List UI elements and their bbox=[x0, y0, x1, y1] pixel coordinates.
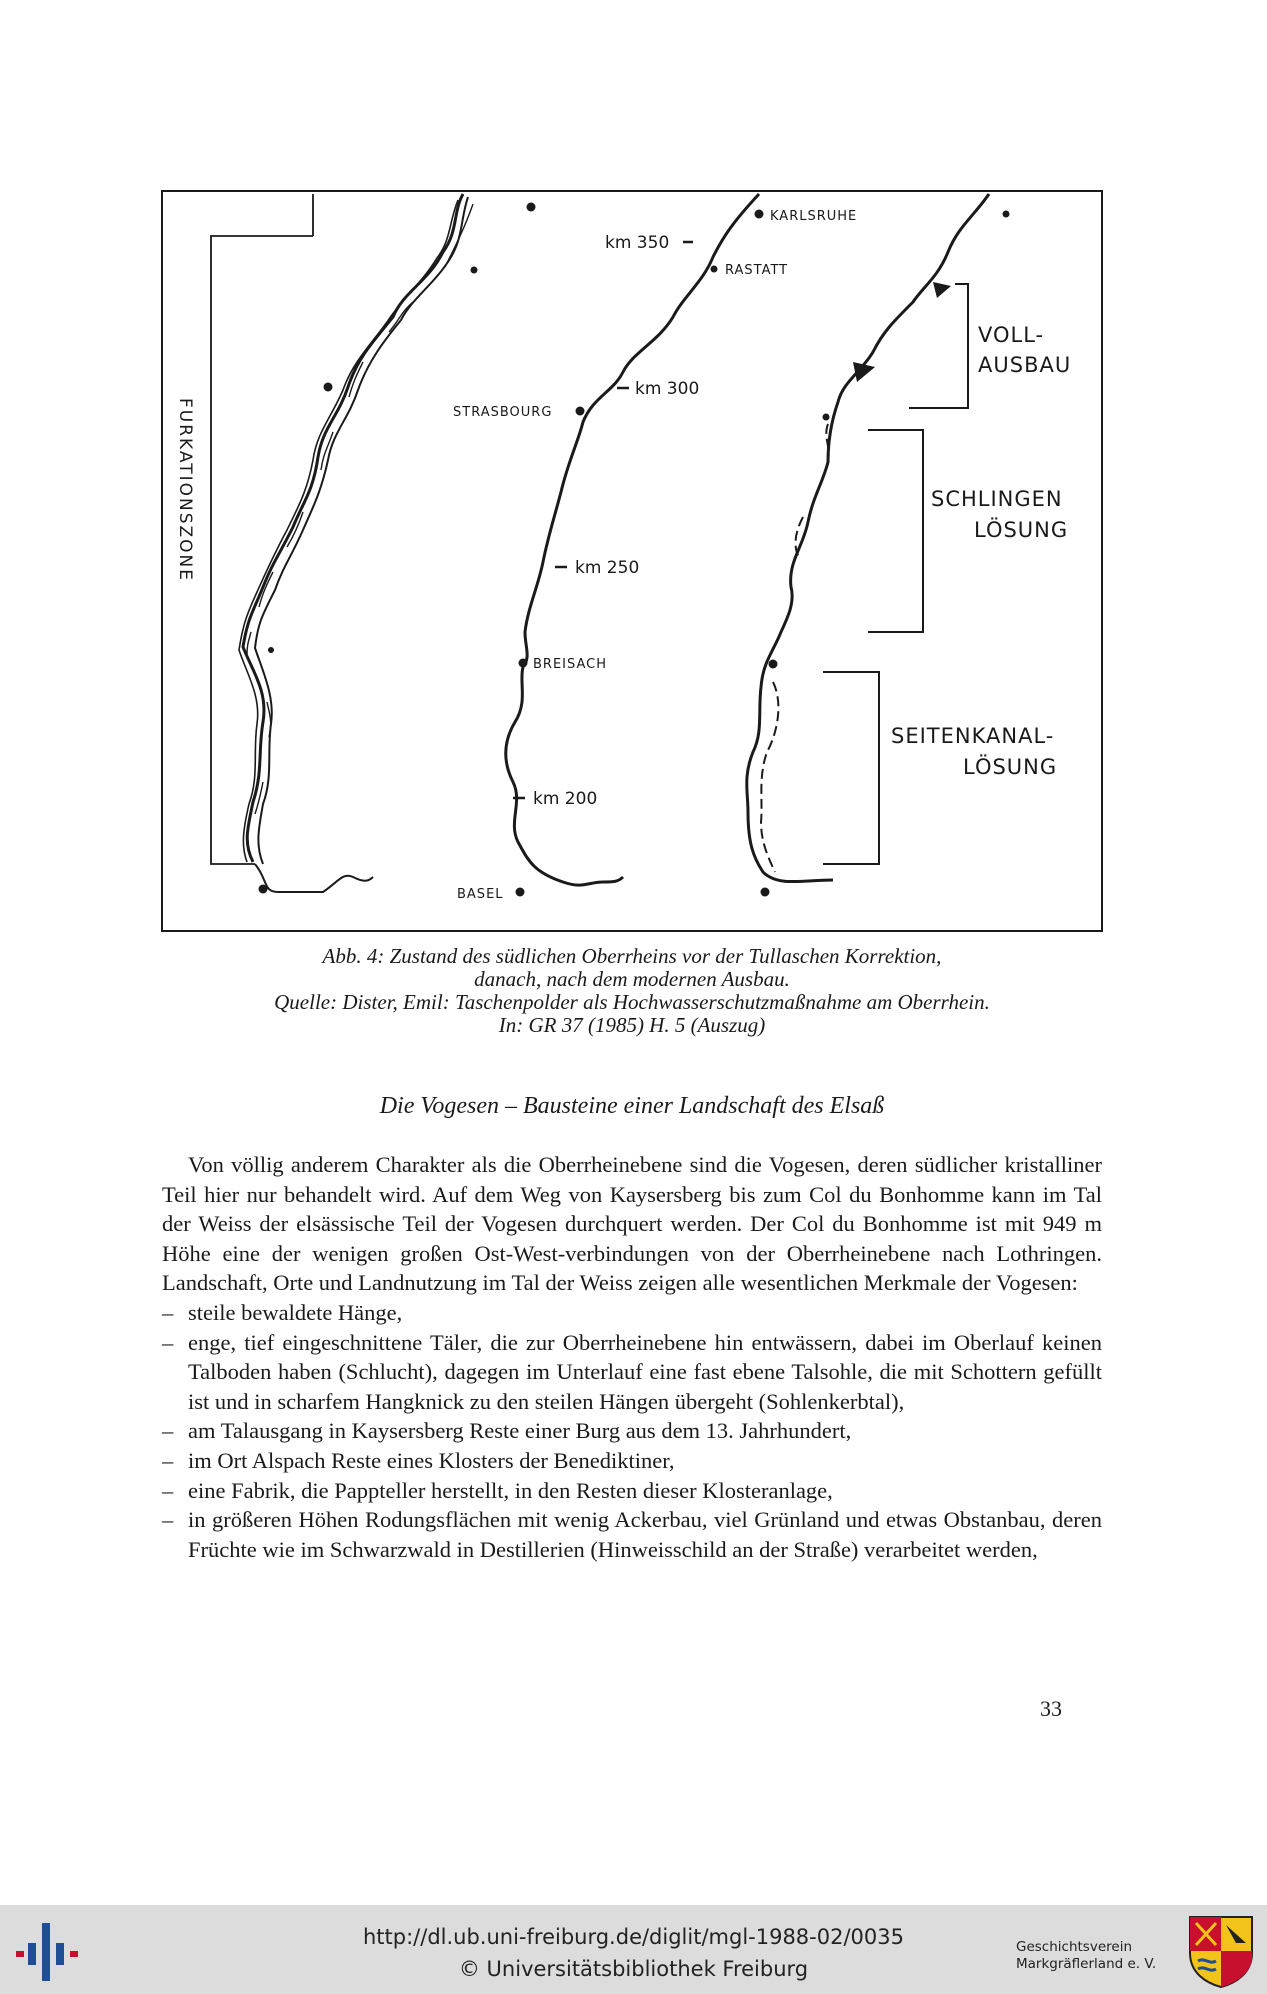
list-item-text: enge, tief eingeschnittene Täler, die zur Oberrheinebene hin entwässern, dabei im Oberlauf keinen Talboden haben (Schlucht), dagegen im Unterlauf eine fast ebene Talsohle, die mit Schottern gefüllt ist und in scharfem Hangknick zu den steilen Hängen übergeht (Sohlenkerbtal), bbox=[188, 1329, 1102, 1414]
society-line: Markgräflerland e. V. bbox=[1016, 1956, 1157, 1972]
list-item bbox=[162, 1328, 1102, 1417]
basel-label: BASEL bbox=[457, 887, 504, 902]
braided-river-original bbox=[239, 194, 473, 892]
vollausbau-label-2: AUSBAU bbox=[978, 353, 1072, 377]
list-item bbox=[162, 1446, 1102, 1476]
list-dash: – bbox=[162, 1447, 174, 1473]
feature-list bbox=[162, 1298, 1102, 1564]
society-name bbox=[1016, 1939, 1176, 1973]
modern-river bbox=[747, 194, 989, 882]
schlingen-label-2: LÖSUNG bbox=[974, 518, 1069, 542]
rastatt-label: RASTATT bbox=[725, 263, 789, 278]
list-item bbox=[162, 1416, 1102, 1446]
list-item bbox=[162, 1505, 1102, 1564]
list-item-text: am Talausgang in Kaysersberg Reste einer Burg aus dem 13. Jahrhundert, bbox=[188, 1418, 852, 1444]
list-dash: – bbox=[162, 1477, 174, 1503]
breisach-label: BREISACH bbox=[533, 657, 608, 672]
body-text bbox=[162, 1150, 1102, 1564]
society-line: Geschichtsverein bbox=[1016, 1939, 1132, 1955]
list-dash: – bbox=[162, 1418, 174, 1444]
furkationszone-label: FURKATIONSZONE bbox=[175, 398, 195, 582]
vollausbau-label-1: VOLL- bbox=[978, 323, 1045, 347]
list-item-text: im Ort Alspach Reste eines Klosters der Benediktiner, bbox=[188, 1447, 675, 1473]
caption-line: Abb. 4: Zustand des südlichen Oberrheins vor der Tullaschen Korrektion, bbox=[322, 944, 942, 968]
list-item-text: steile bewaldete Hänge, bbox=[188, 1299, 403, 1325]
karlsruhe-label: KARLSRUHE bbox=[770, 209, 858, 224]
list-dash: – bbox=[162, 1299, 174, 1325]
strasbourg-label: STRASBOURG bbox=[453, 405, 553, 420]
schlingen-label-1: SCHLINGEN bbox=[931, 487, 1063, 511]
footer-url-link[interactable]: http://dl.ub.uni-freiburg.de/diglit/mgl-1988-02/0035 bbox=[362, 1925, 904, 1949]
footer-bar bbox=[0, 1905, 1267, 1994]
list-item bbox=[162, 1476, 1102, 1506]
coat-of-arms-icon bbox=[1186, 1913, 1256, 1989]
seitenkanal-label-2: LÖSUNG bbox=[963, 755, 1058, 779]
list-item-text: in größeren Höhen Rodungsflächen mit wenig Ackerbau, viel Grünland und etwas Obstanbau, deren Früchte wie im Schwarzwald in Destillerien (Hinweisschild an der Straße) verarbeitet werden, bbox=[188, 1507, 1102, 1562]
km300-label: km 300 bbox=[635, 379, 700, 399]
footer-copyright: © Universitätsbibliothek Freiburg bbox=[458, 1957, 809, 1981]
caption-citation: In: GR 37 (1985) H. 5 (Auszug) bbox=[498, 1013, 766, 1037]
corrected-river bbox=[506, 194, 759, 885]
list-dash: – bbox=[162, 1329, 174, 1355]
list-item-text: eine Fabrik, die Pappteller herstellt, in den Resten dieser Klosteranlage, bbox=[188, 1477, 833, 1503]
km200-label: km 200 bbox=[533, 789, 598, 809]
list-dash: – bbox=[162, 1507, 174, 1533]
solution-brackets bbox=[823, 284, 968, 864]
rhine-map bbox=[163, 192, 1101, 930]
seitenkanal-label-1: SEITENKANAL- bbox=[891, 724, 1055, 748]
caption-line: danach, nach dem modernen Ausbau. bbox=[474, 967, 790, 991]
page-number: 33 bbox=[1040, 1696, 1062, 1721]
section-title: Die Vogesen – Bausteine einer Landschaft des Elsaß bbox=[379, 1093, 885, 1119]
furkationszone-bracket bbox=[211, 194, 313, 864]
intro-paragraph: Von völlig anderem Charakter als die Oberrheinebene sind die Vogesen, deren südlicher kristalliner Teil hier nur behandelt wird. Auf dem Weg von Kaysersberg bis zum Col du Bonhomme kann im Tal der Weiss der elsässische Teil der Vogesen durchquert werden. Der Col du Bonhomme ist mit 949 m Höhe eine der wenigen großen Ost-West-verbindungen von der Oberrheinebene nach Lothringen. Landschaft, Orte und Landnutzung im Tal der Weiss zeigen alle wesentlichen Merkmale der Vogesen: bbox=[162, 1152, 1102, 1296]
list-item bbox=[162, 1298, 1102, 1328]
figure-caption bbox=[161, 945, 1103, 1037]
river-map-figure bbox=[161, 190, 1103, 932]
caption-source: Quelle: Dister, Emil: Taschenpolder als Hochwasserschutzmaßnahme am Oberrhein. bbox=[274, 990, 990, 1014]
km350-label: km 350 bbox=[605, 233, 670, 253]
flow-arrows bbox=[853, 282, 951, 382]
km250-label: km 250 bbox=[575, 558, 640, 578]
